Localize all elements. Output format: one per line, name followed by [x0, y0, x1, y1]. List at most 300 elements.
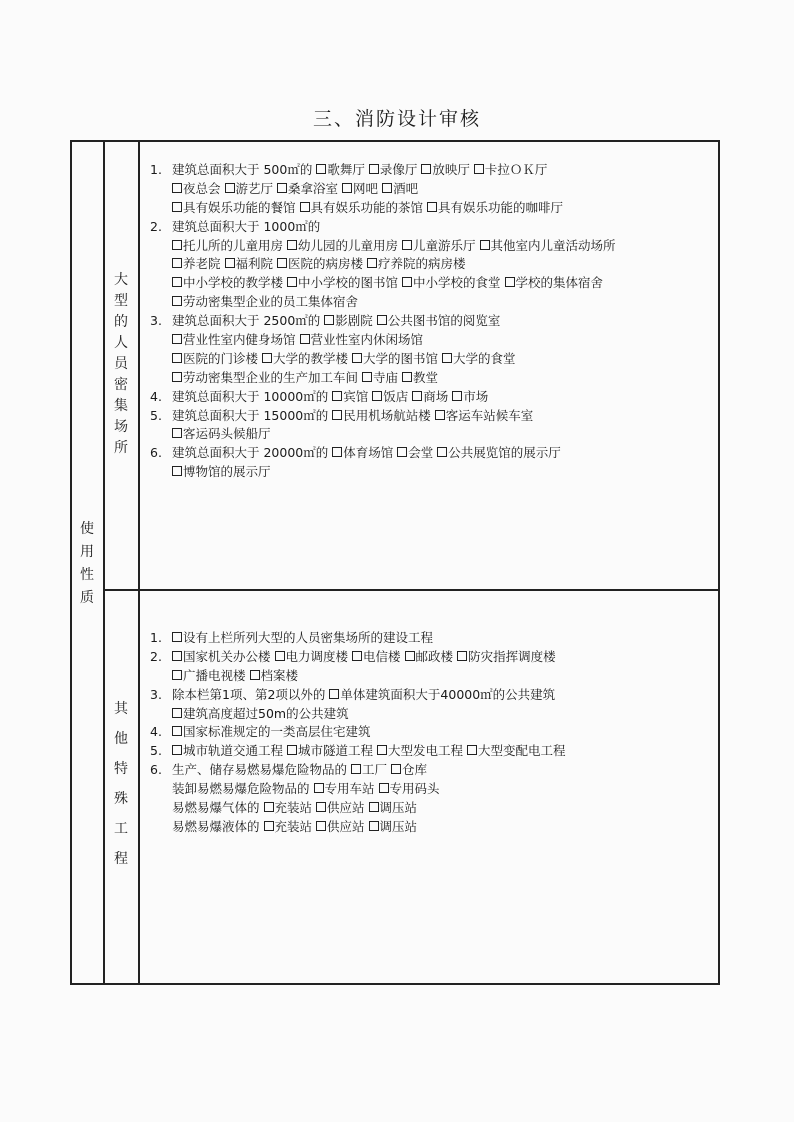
form-row — [150, 199, 620, 218]
criteria-label: 易燃易爆气体的 — [172, 800, 260, 816]
checkbox-label: 营业性室内休闲场馆 — [310, 332, 424, 348]
checkbox-option[interactable] — [332, 389, 368, 404]
checkbox-option[interactable] — [467, 743, 566, 758]
form-row — [150, 274, 620, 293]
checkbox[interactable] — [277, 258, 287, 268]
form-row — [150, 629, 570, 648]
checkbox-option[interactable] — [172, 200, 296, 215]
checkbox-option[interactable] — [172, 370, 358, 385]
checkbox-option[interactable] — [172, 743, 283, 758]
criteria-text — [172, 408, 328, 423]
checkbox[interactable] — [316, 802, 326, 812]
checkbox[interactable] — [300, 202, 310, 212]
checkbox-option[interactable] — [262, 351, 348, 366]
checkbox-option[interactable] — [480, 238, 616, 253]
checkbox[interactable] — [379, 783, 389, 793]
form-row — [150, 180, 620, 199]
criteria-text — [172, 313, 320, 328]
checkbox[interactable] — [264, 821, 274, 831]
item-number: 4. — [150, 388, 162, 404]
table-top-border — [70, 140, 720, 142]
checkbox-label: 具有娱乐功能的茶馆 — [310, 199, 424, 215]
checkbox-option[interactable] — [172, 256, 221, 271]
row-divider — [103, 589, 720, 591]
table-bottom-border — [70, 983, 720, 985]
checkbox[interactable] — [225, 258, 235, 268]
form-row — [150, 407, 620, 426]
table-right-border — [718, 140, 720, 985]
checkbox-option[interactable] — [369, 819, 418, 834]
item-number: 2. — [150, 218, 162, 234]
checkbox-label: 调压站 — [379, 818, 418, 834]
checkbox-label: 供应站 — [327, 818, 365, 834]
checkbox-option[interactable] — [172, 668, 246, 683]
checkbox-label: 网吧 — [353, 180, 379, 196]
checkbox-label: 充装站 — [274, 800, 313, 816]
checkbox[interactable] — [391, 764, 401, 774]
checkbox[interactable] — [300, 334, 310, 344]
checkbox-label: 国家标准规定的一类高层住宅建筑 — [183, 724, 371, 740]
checkbox-option[interactable] — [402, 370, 438, 385]
checkbox-label: 大学的食堂 — [453, 350, 516, 366]
form-row — [150, 161, 620, 180]
checkbox-option[interactable] — [391, 762, 427, 777]
form-row — [150, 761, 570, 780]
criteria-label: 生产、储存易燃易爆危险物品的 — [172, 762, 348, 778]
checkbox-option[interactable] — [442, 351, 516, 366]
checkbox-option[interactable] — [172, 426, 271, 441]
checkbox-label: 调压站 — [379, 800, 418, 816]
checkbox[interactable] — [172, 745, 182, 755]
checkbox-label: 国家机关办公楼 — [183, 648, 271, 664]
label-char: 型 — [114, 293, 128, 309]
checkbox-label: 专用码头 — [389, 781, 440, 797]
checkbox-option[interactable] — [369, 800, 418, 815]
checkbox[interactable] — [352, 651, 362, 661]
form-row — [150, 425, 620, 444]
checkbox[interactable] — [172, 632, 182, 642]
checkbox-label: 其他室内儿童活动场所 — [490, 237, 616, 253]
checkbox-label: 建筑高度超过50m的公共建筑 — [183, 705, 349, 721]
checkbox-label: 福利院 — [235, 256, 274, 272]
criteria-label: 建筑总面积大于 2500㎡的 — [172, 313, 321, 329]
label-char: 质 — [80, 590, 94, 606]
checkbox-label: 博物馆的展示厅 — [183, 464, 271, 480]
criteria-text — [172, 219, 320, 234]
item-number: 3. — [150, 313, 162, 329]
checkbox[interactable] — [332, 410, 342, 420]
checkbox-option[interactable] — [427, 200, 563, 215]
checkbox[interactable] — [352, 353, 362, 363]
criteria-label: 易燃易爆液体的 — [172, 818, 260, 834]
checkbox-option[interactable] — [316, 819, 365, 834]
checkbox[interactable] — [397, 447, 407, 457]
checkbox-label: 城市轨道交通工程 — [183, 743, 284, 759]
checkbox-label: 民用机场航站楼 — [343, 407, 431, 423]
checkbox-option[interactable] — [405, 649, 454, 664]
checkbox-option[interactable] — [329, 687, 555, 702]
checkbox-label: 供应站 — [327, 800, 365, 816]
checkbox-option[interactable] — [435, 408, 534, 423]
checkbox-label: 充装站 — [274, 818, 313, 834]
checkbox[interactable] — [342, 183, 352, 193]
checkbox[interactable] — [402, 277, 412, 287]
checkbox-option[interactable] — [382, 181, 418, 196]
checkbox[interactable] — [172, 466, 182, 476]
criteria-label: 建筑总面积大于 1000㎡的 — [172, 218, 321, 234]
checkbox-label: 劳动密集型企业的员工集体宿舍 — [183, 294, 359, 310]
checkbox-label: 广播电视楼 — [183, 667, 246, 683]
checkbox[interactable] — [369, 164, 379, 174]
label-char: 大 — [114, 272, 128, 288]
form-row — [150, 331, 620, 350]
checkbox-option[interactable] — [437, 445, 561, 460]
item-number: 5. — [150, 743, 162, 759]
checkbox-label: 市场 — [463, 388, 489, 404]
checkbox-option[interactable] — [324, 313, 373, 328]
checkbox-option[interactable] — [362, 370, 398, 385]
checkbox-label: 饭店 — [383, 388, 409, 404]
checkbox-label: 专用车站 — [324, 781, 375, 797]
checkbox[interactable] — [172, 240, 182, 250]
checkbox-option[interactable] — [172, 238, 283, 253]
checkbox-option[interactable] — [172, 706, 349, 721]
page-title: 三、消防设计审核 — [312, 108, 481, 130]
item-number: 3. — [150, 686, 162, 702]
checkbox-option[interactable] — [287, 743, 373, 758]
form-row — [150, 293, 620, 312]
criteria-text — [172, 819, 260, 834]
item-number: 2. — [150, 648, 162, 664]
checkbox-label: 城市隧道工程 — [298, 743, 374, 759]
criteria-label: 除本栏第1项、第2项以外的 — [172, 686, 326, 702]
label-char: 他 — [114, 731, 128, 747]
checkbox[interactable] — [264, 802, 274, 812]
checkbox-label: 大学的图书馆 — [363, 350, 439, 366]
checkbox-option[interactable] — [287, 238, 398, 253]
checkbox-label: 医院的病房楼 — [288, 256, 364, 272]
checkbox-option[interactable] — [457, 649, 556, 664]
checkbox-option[interactable] — [412, 389, 448, 404]
label-char: 其 — [114, 701, 128, 717]
checkbox-option[interactable] — [505, 275, 604, 290]
checkbox[interactable] — [172, 726, 182, 736]
label-char: 使 — [80, 521, 94, 537]
form-row — [150, 667, 570, 686]
checkbox-label: 儿童游乐厅 — [413, 237, 476, 253]
checkbox[interactable] — [405, 651, 415, 661]
label-char: 场 — [114, 419, 128, 435]
form-row — [150, 237, 620, 256]
label-char: 所 — [114, 440, 128, 456]
checkbox[interactable] — [225, 183, 235, 193]
checkbox[interactable] — [316, 821, 326, 831]
checkbox-option[interactable] — [316, 162, 365, 177]
checkbox-option[interactable] — [172, 275, 283, 290]
checkbox-label: 游艺厅 — [235, 180, 274, 196]
form-row — [150, 444, 620, 463]
checkbox[interactable] — [435, 410, 445, 420]
checkbox-label: 大型发电工程 — [388, 743, 464, 759]
form-row — [150, 648, 570, 667]
checkbox-label: 中小学校的图书馆 — [298, 275, 399, 291]
form-row — [150, 742, 570, 761]
section-b-content — [150, 629, 570, 837]
checkbox[interactable] — [172, 183, 182, 193]
checkbox-label: 档案楼 — [260, 667, 299, 683]
label-char: 人 — [114, 335, 128, 351]
checkbox-option[interactable] — [300, 332, 424, 347]
checkbox[interactable] — [427, 202, 437, 212]
checkbox[interactable] — [402, 372, 412, 382]
checkbox-label: 影剧院 — [335, 313, 373, 329]
form-row — [150, 799, 570, 818]
criteria-label: 建筑总面积大于 500㎡的 — [172, 162, 313, 177]
form-row — [150, 723, 570, 742]
checkbox-label: 中小学校的食堂 — [413, 275, 501, 291]
form-row — [150, 350, 620, 369]
checkbox-option[interactable] — [172, 464, 271, 479]
checkbox-label: 工厂 — [362, 762, 388, 778]
checkbox[interactable] — [172, 372, 182, 382]
checkbox-label: 具有娱乐功能的餐馆 — [183, 199, 296, 215]
criteria-text — [172, 162, 312, 177]
criteria-label: 建筑总面积大于 15000㎡的 — [172, 407, 329, 423]
checkbox-option[interactable] — [421, 162, 470, 177]
checkbox-label: 夜总会 — [183, 180, 221, 196]
checkbox-label: 录像厅 — [379, 162, 418, 177]
checkbox[interactable] — [457, 651, 467, 661]
form-row — [150, 780, 570, 799]
checkbox-label: 中小学校的教学楼 — [183, 275, 284, 291]
checkbox-option[interactable] — [372, 389, 408, 404]
checkbox[interactable] — [362, 372, 372, 382]
checkbox-label: 养老院 — [183, 256, 221, 272]
checkbox[interactable] — [172, 708, 182, 718]
checkbox-label: 防灾指挥调度楼 — [468, 648, 556, 664]
checkbox[interactable] — [172, 353, 182, 363]
form-row — [150, 388, 620, 407]
section-a-content — [150, 161, 620, 482]
checkbox[interactable] — [467, 745, 477, 755]
checkbox-option[interactable] — [314, 781, 375, 796]
checkbox-label: 客运码头候船厅 — [183, 426, 271, 442]
form-row — [150, 218, 620, 237]
checkbox-label: 会堂 — [408, 445, 434, 461]
checkbox[interactable] — [287, 277, 297, 287]
checkbox[interactable] — [377, 745, 387, 755]
checkbox-option[interactable] — [264, 800, 313, 815]
checkbox-option[interactable] — [332, 408, 431, 423]
checkbox-option[interactable] — [377, 313, 501, 328]
checkbox[interactable] — [367, 258, 377, 268]
checkbox-option[interactable] — [397, 445, 433, 460]
checkbox[interactable] — [505, 277, 515, 287]
checkbox-label: 教堂 — [413, 369, 439, 385]
label-char: 程 — [114, 851, 128, 867]
criteria-label: 建筑总面积大于 10000㎡的 — [172, 388, 329, 404]
checkbox-option[interactable] — [225, 181, 274, 196]
checkbox-option[interactable] — [277, 256, 363, 271]
checkbox[interactable] — [172, 334, 182, 344]
checkbox[interactable] — [277, 183, 287, 193]
checkbox[interactable] — [332, 447, 342, 457]
form-row — [150, 686, 570, 705]
checkbox-label: 具有娱乐功能的咖啡厅 — [438, 199, 564, 215]
checkbox[interactable] — [172, 202, 182, 212]
checkbox-label: 幼儿园的儿童用房 — [298, 237, 399, 253]
item-number: 6. — [150, 445, 162, 461]
checkbox-label: 仓库 — [402, 762, 428, 778]
checkbox-label: 桑拿浴室 — [288, 180, 339, 196]
form-row — [150, 255, 620, 274]
criteria-text — [172, 445, 328, 460]
checkbox[interactable] — [172, 258, 182, 268]
checkbox[interactable] — [172, 277, 182, 287]
item-number: 4. — [150, 724, 162, 740]
criteria-text — [172, 687, 325, 702]
checkbox[interactable] — [442, 353, 452, 363]
checkbox-option[interactable] — [172, 351, 258, 366]
checkbox-label: 电力调度楼 — [285, 648, 349, 664]
checkbox-label: 公共图书馆的阅览室 — [387, 313, 501, 329]
checkbox[interactable] — [377, 315, 387, 325]
criteria-label: 装卸易燃易爆危险物品的 — [172, 781, 310, 797]
checkbox-option[interactable] — [342, 181, 378, 196]
checkbox-label: 酒吧 — [393, 180, 419, 196]
label-char: 殊 — [114, 791, 128, 807]
checkbox-label: 托儿所的儿童用房 — [183, 237, 284, 253]
checkbox[interactable] — [372, 391, 382, 401]
checkbox-label: 体育场馆 — [343, 445, 394, 461]
checkbox-option[interactable] — [316, 800, 365, 815]
checkbox-option[interactable] — [402, 238, 476, 253]
criteria-label: 建筑总面积大于 20000㎡的 — [172, 445, 329, 461]
checkbox[interactable] — [480, 240, 490, 250]
checkbox[interactable] — [172, 670, 182, 680]
checkbox-option[interactable] — [300, 200, 424, 215]
criteria-text — [172, 781, 310, 796]
checkbox-option[interactable] — [352, 649, 401, 664]
criteria-text — [172, 762, 347, 777]
checkbox[interactable] — [314, 783, 324, 793]
checkbox-label: 设有上栏所列大型的人员密集场所的建设工程 — [183, 630, 434, 645]
checkbox[interactable] — [287, 745, 297, 755]
checkbox[interactable] — [172, 296, 182, 306]
checkbox-label: 客运车站候车室 — [445, 407, 534, 423]
checkbox-option[interactable] — [377, 743, 463, 758]
checkbox[interactable] — [369, 821, 379, 831]
label-char: 特 — [114, 761, 128, 777]
label-char: 密 — [114, 377, 128, 393]
form-row — [150, 312, 620, 331]
checkbox[interactable] — [452, 391, 462, 401]
checkbox[interactable] — [382, 183, 392, 193]
checkbox-label: 放映厅 — [432, 162, 470, 177]
checkbox-label: 大学的教学楼 — [273, 350, 349, 366]
checkbox-option[interactable] — [172, 649, 271, 664]
checkbox-option[interactable] — [287, 275, 398, 290]
item-number: 6. — [150, 762, 162, 778]
checkbox-option[interactable] — [277, 181, 338, 196]
item-number: 5. — [150, 407, 162, 423]
checkbox-label: 大型变配电工程 — [478, 743, 566, 759]
checkbox-label: 营业性室内健身场馆 — [183, 332, 296, 348]
checkbox-option[interactable] — [352, 351, 438, 366]
checkbox-option[interactable] — [367, 256, 466, 271]
checkbox-option[interactable] — [250, 668, 299, 683]
checkbox[interactable] — [351, 764, 361, 774]
label-char: 性 — [80, 567, 94, 583]
checkbox-option[interactable] — [474, 162, 548, 177]
section-b-label — [106, 694, 136, 874]
checkbox[interactable] — [287, 240, 297, 250]
checkbox-label: 卡拉ＯＫ厅 — [484, 162, 548, 177]
form-row — [150, 818, 570, 837]
checkbox[interactable] — [324, 315, 334, 325]
checkbox-option[interactable] — [225, 256, 274, 271]
label-char: 员 — [114, 356, 128, 372]
checkbox[interactable] — [421, 164, 431, 174]
checkbox-option[interactable] — [402, 275, 501, 290]
column-divider-2 — [138, 140, 140, 985]
checkbox-option[interactable] — [351, 762, 387, 777]
checkbox[interactable] — [474, 164, 484, 174]
checkbox[interactable] — [437, 447, 447, 457]
checkbox-label: 公共展览馆的展示厅 — [448, 445, 561, 461]
checkbox-option[interactable] — [172, 294, 358, 309]
checkbox-option[interactable] — [172, 181, 221, 196]
checkbox-option[interactable] — [172, 630, 433, 645]
item-number: 1. — [150, 162, 162, 177]
checkbox[interactable] — [412, 391, 422, 401]
checkbox-label: 学校的集体宿舍 — [515, 275, 604, 291]
checkbox-option[interactable] — [379, 781, 440, 796]
checkbox-label: 劳动密集型企业的生产加工车间 — [183, 369, 359, 385]
checkbox-label: 电信楼 — [363, 648, 401, 664]
item-number: 1. — [150, 630, 162, 645]
checkbox-option[interactable] — [172, 332, 296, 347]
checkbox[interactable] — [369, 802, 379, 812]
checkbox[interactable] — [316, 164, 326, 174]
usage-nature-label — [72, 518, 102, 610]
checkbox[interactable] — [275, 651, 285, 661]
checkbox[interactable] — [172, 428, 182, 438]
checkbox[interactable] — [402, 240, 412, 250]
criteria-text — [172, 389, 328, 404]
checkbox-option[interactable] — [452, 389, 488, 404]
column-divider-1 — [103, 140, 105, 985]
checkbox[interactable] — [262, 353, 272, 363]
label-char: 工 — [114, 821, 128, 837]
checkbox-option[interactable] — [369, 162, 418, 177]
checkbox-label: 疗养院的病房楼 — [378, 256, 466, 272]
form-row — [150, 463, 620, 482]
checkbox-option[interactable] — [332, 445, 393, 460]
checkbox[interactable] — [332, 391, 342, 401]
checkbox[interactable] — [250, 670, 260, 680]
checkbox-option[interactable] — [172, 724, 371, 739]
checkbox-label: 商场 — [423, 388, 449, 404]
checkbox[interactable] — [172, 651, 182, 661]
checkbox-label: 单体建筑面积大于40000㎡的公共建筑 — [340, 686, 556, 702]
section-a-label — [106, 270, 136, 459]
checkbox-option[interactable] — [264, 819, 313, 834]
checkbox-option[interactable] — [275, 649, 349, 664]
label-char: 的 — [114, 314, 128, 330]
form-row — [150, 369, 620, 388]
checkbox[interactable] — [329, 689, 339, 699]
